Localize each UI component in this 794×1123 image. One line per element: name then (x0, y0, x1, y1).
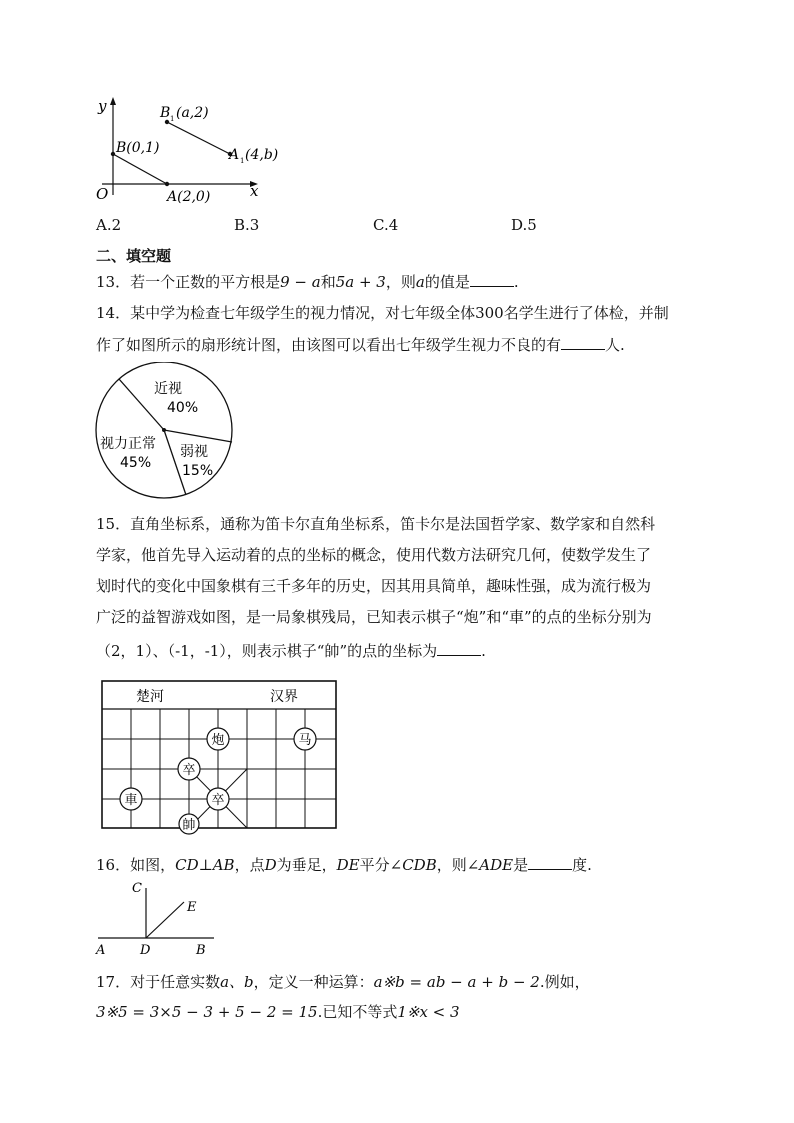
coordinate-figure-q12 (88, 95, 288, 210)
q15-line1: 15．直角坐标系，通称为笛卡尔直角坐标系，笛卡尔是法国哲学家、数学家和自然科 (96, 515, 656, 533)
q17-example: 3※5 = 3×5 − 3 + 5 − 2 = 15 (96, 1003, 318, 1021)
q13-text-a: 若一个正数的平方根是 (130, 273, 281, 291)
q15-line3: 划时代的变化中国象棋有三千多年的历史，因其用具简单，趣味性强，成为流行极为 (96, 577, 652, 595)
q17-text-c: .例如， (539, 973, 590, 991)
q14-answer-blank[interactable] (561, 335, 605, 350)
label-B1-sub: 1 (170, 115, 175, 123)
q16-DE: DE (336, 856, 360, 874)
q13-text-d: 的值是 (424, 273, 470, 291)
piece-soldier-upper (178, 758, 200, 780)
question-13 (96, 272, 519, 292)
line-DE (146, 902, 184, 938)
q14-line2-text: 作了如图所示的扇形统计图，由该图可以看出七年级学生视力不良的有 (96, 336, 562, 354)
q16-text-b: 为垂足， (276, 856, 337, 874)
label-E: E (187, 900, 197, 915)
svg-text:炮: 炮 (211, 733, 225, 748)
pie-center (162, 428, 166, 432)
river-right-label: 汉界 (270, 689, 298, 705)
label-B1: B (160, 105, 171, 121)
label-A1-coords: (4,b) (245, 147, 279, 163)
q17-vars: a、b (220, 973, 254, 991)
slice-label-normal: 视力正常 (100, 436, 156, 452)
q16-text-a: ，点 (234, 856, 265, 874)
segment-A1B1 (167, 122, 230, 154)
q17-text-b: ，定义一种运算： (253, 973, 374, 991)
q16-text-e: 是 (513, 856, 529, 874)
q16-ADE: ADE (479, 856, 514, 874)
svg-text:車: 車 (124, 793, 138, 808)
q13-expr1: 9 − a (280, 273, 321, 291)
label-B: B (196, 943, 206, 958)
y-axis-arrow (110, 97, 116, 105)
q16-number: 16．如图， (96, 856, 176, 874)
angle-figure-q16 (92, 878, 222, 958)
q14-end: 人. (605, 336, 625, 354)
y-axis-label: y (98, 97, 107, 115)
q16-text-c: 平分∠ (359, 856, 403, 874)
svg-text:卒: 卒 (211, 793, 225, 808)
piece-chariot (120, 788, 142, 810)
origin-label: O (96, 185, 109, 203)
section-title: 二、填空题 (96, 247, 172, 265)
label-D: D (140, 943, 151, 958)
q15-line5-text: （2，1）、（-1，-1），则表示棋子“帥”的点的坐标为 (96, 642, 438, 660)
q15-line2: 学家，他首先导入运动着的点的坐标的概念，使用代数方法研究几何，使数学发生了 (96, 546, 652, 564)
q13-var: a (415, 273, 425, 291)
option-b: B.3 (234, 216, 260, 234)
q16-answer-blank[interactable] (528, 855, 572, 870)
q13-answer-blank[interactable] (470, 272, 514, 287)
x-axis-label: x (250, 182, 259, 200)
segment-AB (113, 154, 167, 184)
q16-text-d: ，则∠ (436, 856, 480, 874)
q13-text-c: ，则 (385, 273, 416, 291)
piece-horse (294, 728, 316, 750)
label-A1-sub: 1 (240, 157, 245, 165)
q16-CDB: CDB (402, 856, 437, 874)
q17-text-d: .已知不等式 (317, 1003, 398, 1021)
label-A: A (96, 943, 106, 958)
q14-line1: 14．某中学为检查七年级学生的视力情况，对七年级全体300名学生进行了体检，并制 (96, 304, 669, 322)
piece-marshal (179, 814, 199, 834)
slice-percent-myopia: 40% (167, 400, 199, 416)
svg-text:卒: 卒 (182, 763, 196, 778)
option-d: D.5 (511, 216, 537, 234)
q16-cd-ab: CD⊥AB (175, 856, 235, 874)
chess-board (100, 679, 340, 835)
slice-label-amblyopia: 弱视 (180, 444, 208, 460)
q15-line5 (96, 641, 486, 661)
label-A1: A (229, 147, 240, 163)
option-a: A.2 (96, 216, 122, 234)
piece-cannon (207, 728, 229, 750)
q17-text-a: 17．对于任意实数 (96, 973, 221, 991)
q17-definition: a※b = ab − a + b − 2 (373, 973, 540, 991)
slice-percent-normal: 45% (120, 455, 152, 471)
q17-line1 (96, 972, 590, 992)
q17-line2 (96, 1002, 460, 1022)
q14-line2 (96, 335, 625, 355)
label-C: C (132, 881, 142, 896)
q13-number: 13． (96, 273, 131, 291)
label-B1-coords: (a,2) (176, 105, 209, 121)
point-B (111, 152, 115, 156)
slice-label-myopia: 近视 (154, 381, 182, 397)
q13-text-b: 和 (320, 273, 336, 291)
q16-end: 度. (572, 856, 592, 874)
q13-expr2: 5a + 3 (335, 273, 386, 291)
svg-text:马: 马 (298, 733, 312, 748)
q15-line4: 广泛的益智游戏如图，是一局象棋残局，已知表示棋子“炮”和“車”的点的坐标分别为 (96, 608, 652, 626)
option-c: C.4 (373, 216, 399, 234)
q15-answer-blank[interactable] (437, 641, 481, 656)
q16-D: D (264, 856, 277, 874)
point-A (165, 182, 169, 186)
q13-end: . (513, 273, 519, 291)
label-A: A(2,0) (167, 189, 211, 205)
q15-end: . (481, 642, 486, 660)
svg-text:帥: 帥 (182, 818, 196, 833)
q17-inequality: 1※x < 3 (397, 1003, 460, 1021)
slice-percent-amblyopia: 15% (182, 463, 214, 479)
label-B: B(0,1) (116, 140, 160, 156)
river-left-label: 楚河 (136, 689, 164, 705)
piece-soldier-lower (207, 788, 229, 810)
pie-divider-2 (164, 430, 232, 442)
pie-chart (94, 362, 240, 502)
question-16 (96, 855, 592, 875)
